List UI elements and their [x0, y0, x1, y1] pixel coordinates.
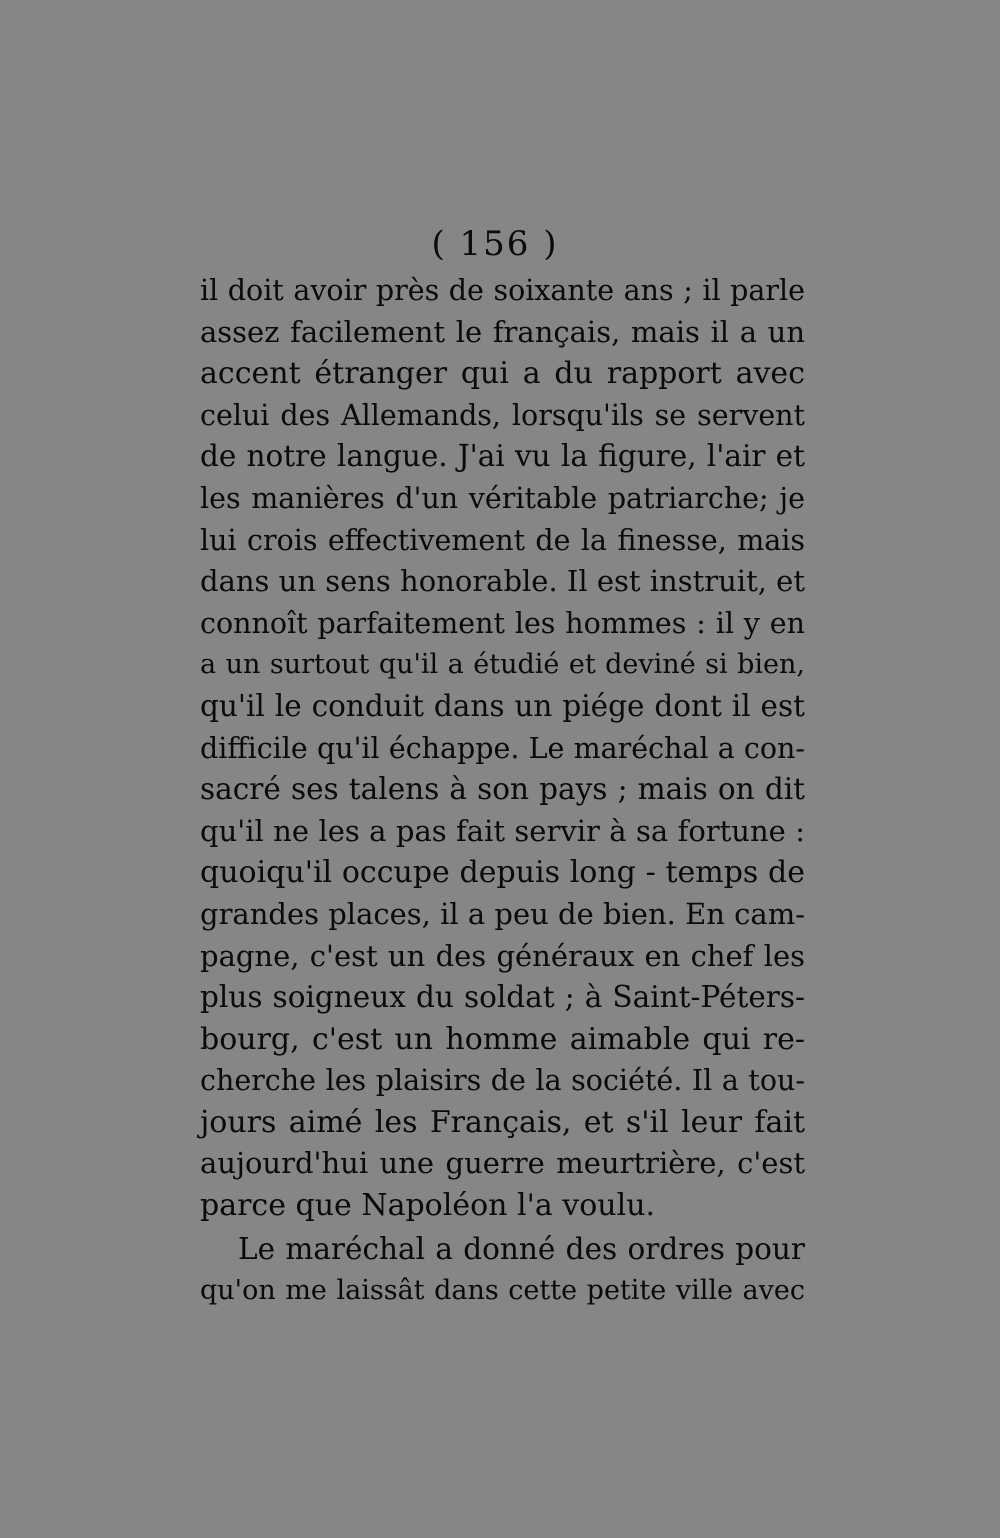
text-line: assez facilement le français, mais il a un	[200, 314, 805, 349]
text-line: jours aimé les Français, et s'il leur fait	[200, 1104, 805, 1140]
text-line: plus soigneux du soldat ; à Saint-Péters-	[200, 980, 805, 1015]
paragraph-1	[200, 270, 805, 1227]
text-line: qu'on me laissât dans cette petite ville avec	[200, 1275, 805, 1307]
text-line: de notre langue. J'ai vu la figure, l'air et	[200, 439, 805, 474]
page-number: ( 156 )	[431, 224, 559, 264]
text-line: les manières d'un véritable patriarche; je	[200, 481, 805, 515]
text-line: connoît parfaitement les hommes : il y en	[200, 606, 805, 640]
text-line: celui des Allemands, lorsqu'ils se servent	[200, 398, 805, 432]
text-line: accent étranger qui a du rapport avec	[200, 356, 805, 392]
text-line: bourg, c'est un homme aimable qui re-	[200, 1021, 805, 1057]
text-line: a un surtout qu'il a étudié et deviné si bien,	[200, 649, 805, 681]
paragraph-2	[200, 1229, 805, 1312]
text-line: il doit avoir près de soixante ans ; il parle	[200, 274, 805, 307]
text-line: lui crois effectivement de la finesse, mais	[200, 523, 805, 557]
text-line: dans un sens honorable. Il est instruit, et	[200, 564, 805, 599]
text-line: pagne, c'est un des généraux en chef les	[200, 938, 805, 973]
body-text	[200, 270, 805, 1312]
text-line: qu'il le conduit dans un piége dont il est	[200, 688, 805, 723]
text-line: Le maréchal a donné des ordres pour	[238, 1231, 805, 1266]
text-line: grandes places, il a peu de bien. En cam-	[200, 896, 805, 931]
text-line: quoiqu'il occupe depuis long - temps de	[200, 855, 805, 891]
text-line: qu'il ne les a pas fait servir à sa fortune :	[200, 813, 805, 848]
text-line: aujourd'hui une guerre meurtrière, c'est	[200, 1146, 805, 1181]
text-line: cherche les plaisirs de la société. Il a tou-	[200, 1064, 805, 1098]
text-line: sacré ses talens à son pays ; mais on dit	[200, 772, 805, 807]
text-line: parce que Napoléon l'a voulu.	[200, 1188, 656, 1224]
text-line: difficile qu'il échappe. Le maréchal a con-	[200, 731, 805, 765]
